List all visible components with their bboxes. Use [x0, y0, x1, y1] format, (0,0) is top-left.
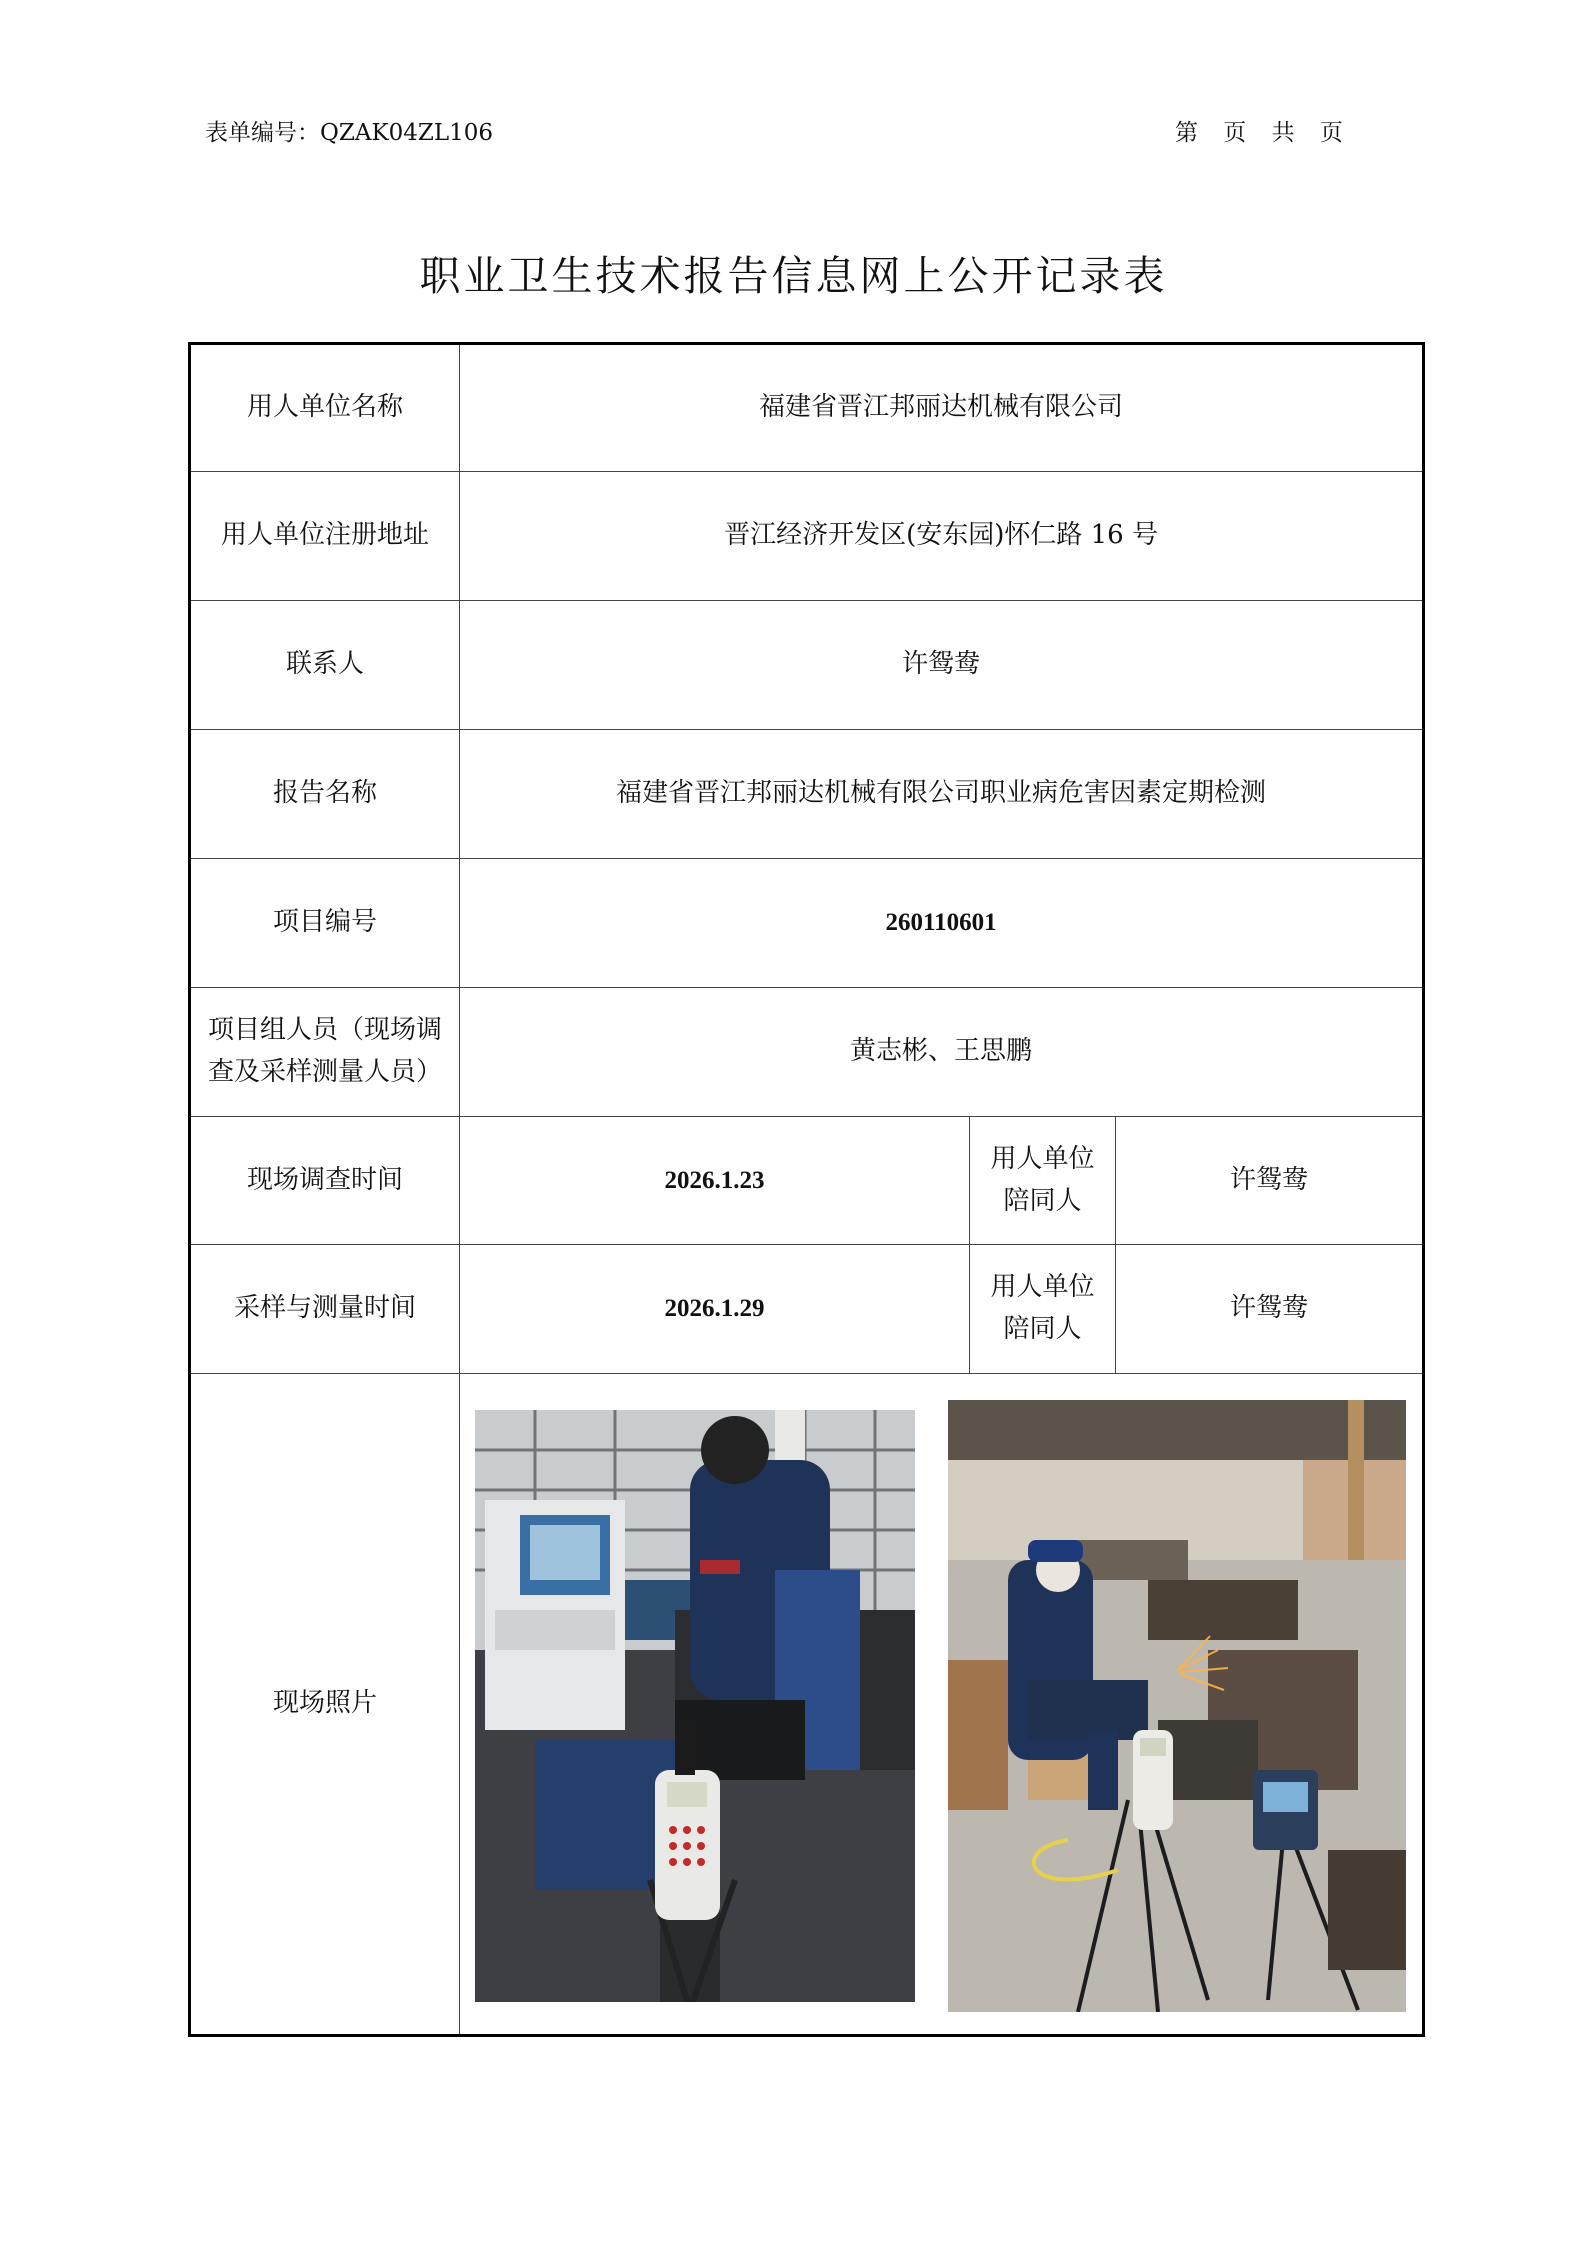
page-info: 第 页 共 页 [1175, 120, 1343, 146]
page-title: 职业卫生技术报告信息网上公开记录表 [419, 252, 1168, 300]
value-team: 黄志彬、王思鹏 [460, 988, 1424, 1117]
label-sampling-time: 采样与测量时间 [190, 1245, 460, 1374]
row-report-name [190, 730, 1424, 859]
value-sampling-time: 2026.1.29 [460, 1245, 970, 1374]
value-survey-companion: 许鸳鸯 [1116, 1117, 1424, 1245]
value-project-no: 260110601 [460, 859, 1424, 988]
photos-cell [460, 1374, 1424, 2036]
row-survey [190, 1117, 1424, 1245]
label-unit-name: 用人单位名称 [190, 344, 460, 472]
label-contact: 联系人 [190, 601, 460, 730]
label-survey-companion: 用人单位陪同人 [970, 1117, 1116, 1245]
value-unit-name: 福建省晋江邦丽达机械有限公司 [460, 344, 1424, 472]
value-sampling-companion: 许鸳鸯 [1116, 1245, 1424, 1374]
value-report-name: 福建省晋江邦丽达机械有限公司职业病危害因素定期检测 [460, 730, 1424, 859]
site-photo-cutting-machine [475, 1410, 915, 2002]
row-address [190, 472, 1424, 601]
value-survey-time: 2026.1.23 [460, 1117, 970, 1245]
row-sampling [190, 1245, 1424, 1374]
row-project-no [190, 859, 1424, 988]
label-project-no: 项目编号 [190, 859, 460, 988]
photos-container [460, 1376, 1422, 2032]
label-sampling-companion: 用人单位陪同人 [970, 1245, 1116, 1374]
label-address: 用人单位注册地址 [190, 472, 460, 601]
row-photos [190, 1374, 1424, 2036]
label-photos: 现场照片 [190, 1374, 460, 2036]
record-table [188, 342, 1425, 2037]
value-contact: 许鸳鸯 [460, 601, 1424, 730]
label-team: 项目组人员（现场调查及采样测量人员） [190, 988, 460, 1117]
label-report-name: 报告名称 [190, 730, 460, 859]
site-photo-grinding [948, 1400, 1406, 2012]
label-survey-time: 现场调查时间 [190, 1117, 460, 1245]
value-address: 晋江经济开发区(安东园)怀仁路 16 号 [460, 472, 1424, 601]
row-unit-name [190, 344, 1424, 472]
form-number: 表单编号：QZAK04ZL106 [205, 120, 494, 146]
row-contact [190, 601, 1424, 730]
row-team [190, 988, 1424, 1117]
